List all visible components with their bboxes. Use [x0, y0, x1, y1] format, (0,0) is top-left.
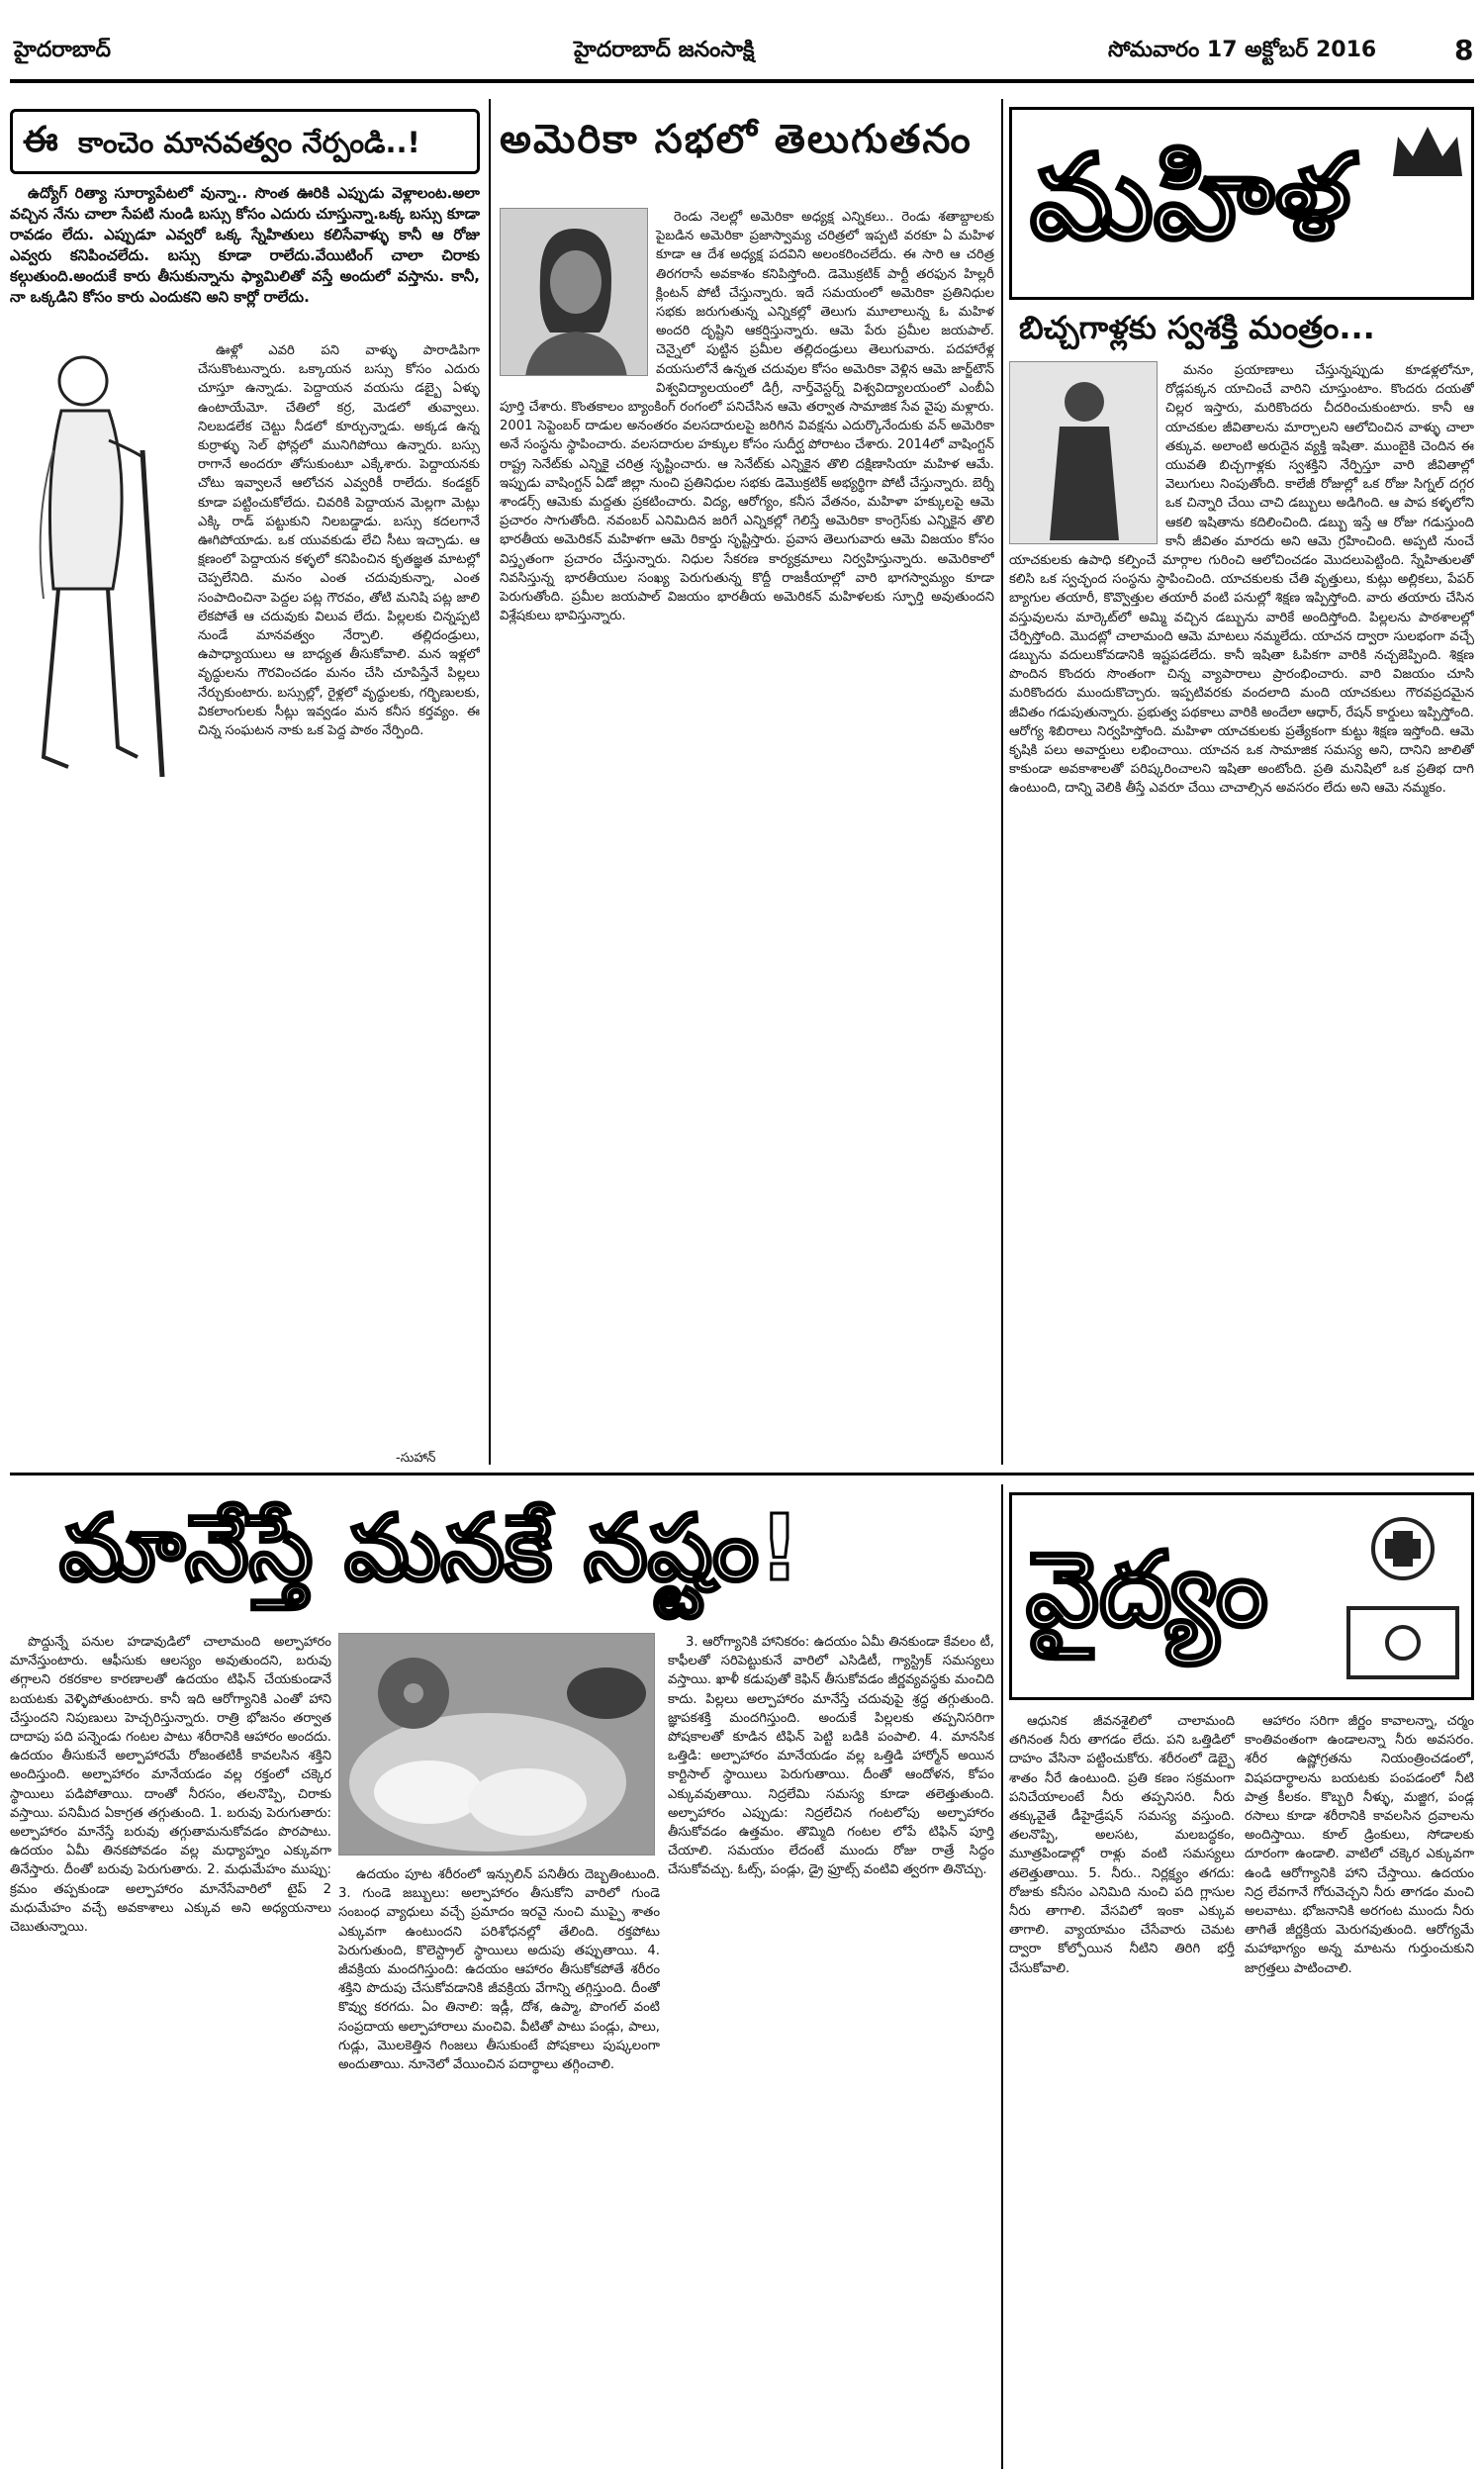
story1-headline-box	[10, 109, 480, 174]
section-rule	[10, 1473, 1474, 1475]
elderly-man-illustration	[14, 341, 192, 797]
story5-col1: ఆధునిక జీవనశైలిలో చాలామంది తగినంత నీరు తాగడం లేదు. పని ఒత్తిడిలో దాహం వేసినా పట్టించుకోరు. శరీరంలో డెబ్బై శాతం నీరే ఉంటుంది. ప్రతి కణం సక్రమంగా పనిచేయాలంటే నీరు తప్పనిసరి. నీరు తక్కువైతే డీహైడ్రేషన్ సమస్య వస్తుంది. తలనొప్పి, అలసట, మలబద్ధకం, మూత్రపిండాల్లో రాళ్లు వంటి సమస్యలు తలెత్తుతాయి. 5. నీరు.. నిర్లక్ష్యం తగదు: రోజుకు కనీసం ఎనిమిది నుంచి పది గ్లాసుల నీరు తాగాలి. వేసవిలో ఇంకా ఎక్కువ తాగాలి. వ్యాయామం చేసేవారు చెమట ద్వారా కోల్పోయిన నీటిని తిరిగి భర్తీ చేసుకోవాలి.	[1009, 1714, 1235, 1976]
column-divider-1	[489, 99, 491, 1465]
column-divider-3	[1001, 1484, 1003, 2469]
story3-masthead-box	[1009, 107, 1474, 300]
story3-body: మనం ప్రయాణాలు చేస్తున్నప్పుడు కూడళ్లలోనూ, రోడ్లపక్కన యాచించే వారిని చూస్తుంటాం. కొందరు దయతో చిల్లర ఇస్తారు, మరికొందరు చీదరించుకుంటారు. కానీ ఆ యాచకుల జీవితాలను మార్చాలని ఆలోచించిన వాళ్ళు చాలా తక్కువ. అలాంటి అరుదైన వ్యక్తి ఇషితా. ముంబైకి చెందిన ఈ యువతి బిచ్చగాళ్లకు స్వశక్తిని నేర్పిస్తూ వారి జీవితాల్లో వెలుగులు నింపుతోంది. కాలేజీ రోజుల్లో ఒక రోజు సిగ్నల్ దగ్గర ఒక చిన్నారి చేయి చాచి డబ్బులు అడిగింది. ఆ పాప కళ్ళలోని ఆకలి ఇషితాను కదిలించింది. డబ్బు ఇస్తే ఆ రోజు గడుస్తుంది కానీ జీవితం మారదు అని ఆమె గ్రహించింది. అప్పటి నుంచే యాచకులకు ఉపాధి కల్పించే మార్గాల గురించి ఆలోచించడం మొదలుపెట్టింది. స్నేహితులతో కలిసి ఒక స్వచ్ఛంద సంస్థను స్థాపించింది. యాచకులకు చేతి వృత్తులు, కుట్లు అల్లికలు, పేపర్ బ్యాగుల తయారీ, కొవ్వొత్తుల తయారీ వంటి పనుల్లో శిక్షణ ఇప్పిస్తోంది. వారు తయారు చేసిన వస్తువులను మార్కెట్‌లో అమ్మి వచ్చిన డబ్బును వారికే అందిస్తోంది. పిల్లలను పాఠశాలల్లో చేర్పిస్తోంది. మొదట్లో చాలామంది ఆమె మాటలు నమ్మలేదు. యాచన ద్వారా సులభంగా వచ్చే డబ్బును వదులుకోవడానికి ఇష్టపడలేదు. కానీ ఇషితా ఓపికగా వారికి నచ్చజెప్పింది. శిక్షణ పొందిన కొందరు సొంతంగా చిన్న వ్యాపారాలు ప్రారంభించారు. వారి విజయం చూసి మరికొందరు ముందుకొచ్చారు. ఇప్పటివరకు వందలాది మంది యాచకులు గౌరవప్రదమైన జీవితం గడుపుతున్నారు. ప్రభుత్వ పథకాలు వారికి అందేలా ఆధార్, రేషన్ కార్డులు ఇప్పిస్తోంది. ఆరోగ్య శిబిరాలు నిర్వహిస్తోంది. మహిళా యాచకులకు ప్రత్యేకంగా కుట్టు శిక్షణ ఇస్తోంది. ఆమె కృషికి పలు అవార్డులు లభించాయి. యాచన ఒక సామాజిక సమస్య అని, దానిని జాలితో కాకుండా అవకాశాలతో పరిష్కరించాలని ఇషితా అంటోంది. ప్రతి మనిషిలో ఒక ప్రతిభ దాగి ఉంటుంది, దాన్ని వెలికి తీస్తే ఎవరూ చేయి చాచాల్సిన అవసరం లేదు అని ఆమె నమ్మకం.	[1009, 363, 1474, 797]
medical-kit-icon	[1339, 1509, 1467, 1687]
story2-headline: అమెరికా సభలో తెలుగుతనం	[500, 117, 973, 162]
story2-photo-spacer	[500, 208, 656, 382]
story4-headline: మానేస్తే మనకే నష్టం!	[59, 1495, 800, 1601]
story1-kicker: ఈ	[23, 120, 58, 160]
story2-body: రెండు నెలల్లో అమెరికా అధ్యక్ష ఎన్నికలు.. రెండు శతాబ్దాలకు పైబడిన అమెరికా ప్రజాస్వామ్య చరిత్రలో ఇప్పటి వరకూ ఏ మహిళ కూడా ఆ దేశ అధ్యక్ష పదవిని అలంకరించలేదు. ఈ సారి ఆ చరిత్ర తిరగరాసే అవకాశం కనిపిస్తోంది. డెమొక్రటిక్ పార్టీ తరఫున హిల్లరీ క్లింటన్ పోటీ చేస్తున్నారు. ఇదే సమయంలో అమెరికా ప్రతినిధుల సభకు జరుగుతున్న ఎన్నికల్లో తెలుగు మూలాలున్న ఓ మహిళ అందరి దృష్టిని ఆకర్షిస్తున్నారు. ఆమె పేరు ప్రమీల జయపాల్. చెన్నైలో పుట్టిన ప్రమీల తల్లిదండ్రులు తెలుగువారు. పదహారేళ్ల వయసులోనే ఉన్నత చదువుల కోసం అమెరికా వెళ్లిన ఆమె జార్జ్‌టౌన్ విశ్వవిద్యాలయంలో డిగ్రీ, నార్త్‌వెస్టర్న్ విశ్వవిద్యాలయంలో ఎంబీఏ పూర్తి చేశారు. కొంతకాలం బ్యాంకింగ్ రంగంలో పనిచేసిన ఆమె తర్వాత సామాజిక సేవ వైపు మళ్లారు. 2001 సెప్టెంబర్ దాడుల అనంతరం వలసదారులపై జరిగిన వివక్షను ఎదుర్కొనేందుకు వన్ అమెరికా అనే సంస్థను స్థాపించారు. వలసదారుల హక్కుల కోసం సుదీర్ఘ పోరాటం చేశారు. 2014లో వాషింగ్టన్ రాష్ట్ర సెనేట్‌కు ఎన్నికై చరిత్ర సృష్టించారు. ఆ సెనేట్‌కు ఎన్నికైన తొలి దక్షిణాసియా మహిళ ఆమే. ఇప్పుడు వాషింగ్టన్ ఏడో జిల్లా నుంచి ప్రతినిధుల సభకు డెమొక్రటిక్ అభ్యర్థిగా పోటీ చేస్తున్నారు. బెర్నీ శాండర్స్ ఆమెకు మద్దతు ప్రకటించారు. విద్య, ఆరోగ్యం, కనీస వేతనం, మహిళా హక్కులపై ఆమె ప్రచారం సాగుతోంది. నవంబర్ ఎనిమిదిన జరిగే ఎన్నికల్లో గెలిస్తే అమెరికా కాంగ్రెస్‌కు ఎన్నికైన తొలి భారతీయ అమెరికన్ మహిళగా ఆమె రికార్డు సృష్టిస్తారు. ప్రవాస తెలుగువారు ఆమె విజయం కోసం విస్తృతంగా ప్రచారం చేస్తున్నారు. నిధుల సేకరణ కార్యక్రమాలు నిర్వహిస్తున్నారు. అమెరికాలో నివసిస్తున్న భారతీయుల సంఖ్య పెరుగుతున్న కొద్దీ రాజకీయాల్లో వారి భాగస్వామ్యం కూడా పెరుగుతోంది. ప్రమీల జయపాల్ విజయం భారతీయ అమెరికన్ మహిళలకు స్ఫూర్తి అవుతుందని విశ్లేషకులు భావిస్తున్నారు.	[500, 210, 994, 624]
story1-intro: ఉద్యోగ్ రిత్యా సూర్యాపేటలో వున్నా.. సొంత ఊరికి ఎప్పుడు వెళ్లాలంట.అలా వచ్చిన నేను చాలా సేపటి నుండి బస్సు కోసం ఎదురు చూస్తున్నా.ఒక్క బస్సు కూడా రావడం లేదు. ఎప్పుడూ ఎవ్వరో ఒక్క స్నేహితులు కలిసేవాళ్ళు కానీ ఆ రోజు ఎవ్వరు కనిపించలేదు. బస్సు కూడా రాలేదు.వేయిటింగ్ చాలా చిరాకు కల్గుతుంది.అందుకే కారు తీసుకున్నాను ఫ్యామిలితో వస్తే అందులో వస్తాను. కానీ, నా ఒక్కడిని కోసం కారు ఎందుకని అని కార్లో రాలేదు.	[10, 184, 480, 306]
header-masthead: హైదరాబాద్ జనంసాక్షి	[574, 38, 755, 62]
header-page-number: 8	[1454, 34, 1474, 66]
story4-col2: ఉదయం పూట శరీరంలో ఇన్సులిన్ పనితీరు దెబ్బతింటుంది. 3. గుండె జబ్బులు: అల్పాహారం తీసుకోని వారిలో గుండె సంబంధ వ్యాధులు వచ్చే ప్రమాదం ఇరవై నుంచి ముప్పై శాతం ఎక్కువగా ఉంటుందని పరిశోధనల్లో తేలింది. రక్తపోటు పెరుగుతుంది, కొలెస్ట్రాల్ స్థాయిలు అదుపు తప్పుతాయి. 4. జీవక్రియ మందగిస్తుంది: ఉదయం ఆహారం తీసుకోకపోతే శరీరం శక్తిని పొదుపు చేసుకోవడానికి జీవక్రియ వేగాన్ని తగ్గిస్తుంది. దీంతో కొవ్వు కరగదు. ఏం తినాలి: ఇడ్లీ, దోశ, ఉప్మా, పొంగల్ వంటి సంప్రదాయ అల్పాహారాలు మంచివి. వీటితో పాటు పండ్లు, పాలు, గుడ్లు, మొలకెత్తిన గింజలు తీసుకుంటే పోషకాలు పుష్కలంగా అందుతాయి. నూనెలో వేయించిన పదార్థాలు తగ్గించాలి.	[338, 1867, 660, 2073]
story4-col3: 3. ఆరోగ్యానికి హానికరం: ఉదయం ఏమీ తినకుండా కేవలం టీ, కాఫీలతో సరిపెట్టుకునే వారిలో ఎసిడిటీ, గ్యాస్ట్రిక్ సమస్యలు వస్తాయి. ఖాళీ కడుపుతో కెఫిన్ తీసుకోవడం జీర్ణవ్యవస్థకు మంచిది కాదు. పిల్లలు అల్పాహారం మానేస్తే చదువుపై శ్రద్ధ తగ్గుతుంది. జ్ఞాపకశక్తి మందగిస్తుంది. అందుకే పిల్లలకు తప్పనిసరిగా పోషకాలతో కూడిన టిఫిన్ పెట్టి బడికి పంపాలి. 4. మానసిక ఒత్తిడి: అల్పాహారం మానేయడం వల్ల ఒత్తిడి హార్మోన్ అయిన కార్టిసాల్ స్థాయిలు పెరుగుతాయి. దీంతో ఆందోళన, కోపం ఎక్కువవుతాయి. నిద్రలేమి సమస్య కూడా తలెత్తుతుంది. అల్పాహారం ఎప్పుడు: నిద్రలేచిన గంటలోపు అల్పాహారం తీసుకోవడం ఉత్తమం. తొమ్మిది గంటల లోపే టిఫిన్ పూర్తి చేయాలి. సమయం లేదంటే ముందు రోజు రాత్రే సిద్ధం చేసుకోవచ్చు. ఓట్స్, పండ్లు, డ్రై ఫ్రూట్స్ వంటివి త్వరగా తినొచ్చు.	[668, 1635, 994, 1878]
story5-col2: ఆహారం సరిగా జీర్ణం కావాలన్నా, చర్మం కాంతివంతంగా ఉండాలన్నా నీరు అవసరం. శరీర ఉష్ణోగ్రతను నియంత్రించడంలో, విషపదార్థాలను బయటకు పంపడంలో నీటి పాత్ర కీలకం. కొబ్బరి నీళ్ళు, మజ్జిగ, పండ్ల రసాలు కూడా శరీరానికి కావలసిన ద్రవాలను అందిస్తాయి. కూల్ డ్రింకులు, సోడాలకు దూరంగా ఉండాలి. వాటిలో చక్కెర ఎక్కువగా ఉండి ఆరోగ్యానికి హాని చేస్తాయి. ఉదయం నిద్ర లేవగానే గోరువెచ్చని నీరు తాగడం మంచి అలవాటు. భోజనానికి అరగంట ముందు నీరు తాగితే జీర్ణక్రియ మెరుగవుతుంది. ఆరోగ్యమే మహాభాగ్యం అన్న మాటను గుర్తుంచుకుని జాగ్రత్తలు పాటించాలి.	[1245, 1714, 1474, 1976]
story1-byline: -సుహాన్	[396, 1451, 436, 1466]
story3-headline: బిచ్చగాళ్లకు స్వశక్తి మంత్రం...	[1019, 309, 1375, 346]
story3-photo-spacer	[1009, 361, 1165, 549]
column-divider-2	[1001, 99, 1003, 1465]
header-city: హైదరాబాద్	[14, 38, 111, 62]
crown-icon	[1388, 122, 1467, 181]
story1-illustration	[14, 341, 192, 797]
story1-body: ఊళ్లో ఎవరి పని వాళ్ళు పారాడిపిగా చేసుకొంటున్నారు. ఒక్కాయన బస్సు కోసం ఎదురు చూస్తూ ఉన్నాడు. పెద్దాయన వయసు డబ్బై ఏళ్ళు ఉంటాయేమో. చేతిలో కర్ర, మెడలో తువ్వాలు. నిలబడలేక చెట్టు నీడలో కూర్చున్నాడు. అక్కడ ఉన్న కుర్రాళ్ళు సెల్ ఫోన్లలో మునిగిపోయి ఉన్నారు. బస్సు రాగానే అందరూ తోసుకుంటూ ఎక్కేశారు. పెద్దాయనకు చోటు ఇవ్వాలనే ఆలోచన ఎవ్వరికీ రాలేదు. కండక్టర్ కూడా పట్టించుకోలేదు. చివరికి పెద్దాయన మెల్లగా మెట్లు ఎక్కి రాడ్ పట్టుకుని నిలబడ్డాడు. బస్సు కదలగానే ఊగిపోయాడు. ఒక యువకుడు లేచి సీటు ఇచ్చాడు. ఆ క్షణంలో పెద్దాయన కళ్ళలో కనిపించిన కృతజ్ఞత మాటల్లో చెప్పలేనిది. మనం ఎంత చదువుకున్నా, ఎంత సంపాదించినా పెద్దల పట్ల గౌరవం, తోటి మనిషి పట్ల జాలి లేకపోతే ఆ చదువుకు విలువ లేదు. పిల్లలకు చిన్నప్పటి నుండే మానవత్వం నేర్పాలి. తల్లిదండ్రులు, ఉపాధ్యాయులు ఆ బాధ్యత తీసుకోవాలి. మన ఇళ్లలో వృద్ధులను గౌరవించడం మనం చేసి చూపిస్తేనే పిల్లలు నేర్చుకుంటారు. బస్సుల్లో, రైళ్లలో వృద్ధులకు, గర్భిణులకు, వికలాంగులకు సీట్లు ఇవ్వడం మన కనీస కర్తవ్యం. ఈ చిన్న సంఘటన నాకు ఒక పెద్ద పాఠం నేర్పింది.	[198, 343, 480, 739]
story1-headline: కాంచెం మానవత్వం నేర్పండి..!	[78, 126, 420, 159]
story5-masthead: వైద్యం	[1026, 1529, 1268, 1650]
story4-col1: పొద్దున్నే పనుల హడావుడిలో చాలామంది అల్పాహారం మానేస్తుంటారు. ఆఫీసుకు ఆలస్యం అవుతుందని, బరువు తగ్గాలని రకరకాల కారణాలతో ఉదయం టిఫిన్ చేయకుండానే బయటకు వెళ్ళిపోతుంటారు. కానీ ఇది ఆరోగ్యానికి ఎంతో హాని చేస్తుందని నిపుణులు హెచ్చరిస్తున్నారు. రాత్రి భోజనం తర్వాత దాదాపు పది పన్నెండు గంటల పాటు శరీరానికి ఆహారం అందదు. ఉదయం తీసుకునే అల్పాహారమే రోజంతటికీ కావలసిన శక్తిని అందిస్తుంది. అల్పాహారం మానేయడం వల్ల రక్తంలో చక్కెర స్థాయిలు పడిపోతాయి. దాంతో నీరసం, తలనొప్పి, చిరాకు వస్తాయి. పనిమీద ఏకాగ్రత తగ్గుతుంది. 1. బరువు పెరుగుతారు: అల్పాహారం మానేస్తే బరువు తగ్గుతామనుకోవడం పొరపాటు. ఉదయం ఏమీ తినకపోవడం వల్ల మధ్యాహ్నం ఎక్కువగా తినేస్తారు. దీంతో బరువు పెరుగుతారు. 2. మధుమేహం ముప్పు: క్రమం తప్పకుండా అల్పాహారం మానేసేవారిలో టైప్ 2 మధుమేహం వచ్చే అవకాశాలు ఎక్కువ అని అధ్యయనాలు చెబుతున్నాయి.	[10, 1635, 331, 1936]
story5-masthead-box	[1009, 1492, 1474, 1700]
header-date: సోమవారం 17 అక్టోబర్ 2016	[1108, 38, 1377, 62]
idli-vada-photo	[339, 1634, 655, 1856]
header-rule	[10, 79, 1474, 83]
story4-photo	[338, 1633, 655, 1856]
story3-masthead: మహిళ	[1030, 129, 1351, 265]
